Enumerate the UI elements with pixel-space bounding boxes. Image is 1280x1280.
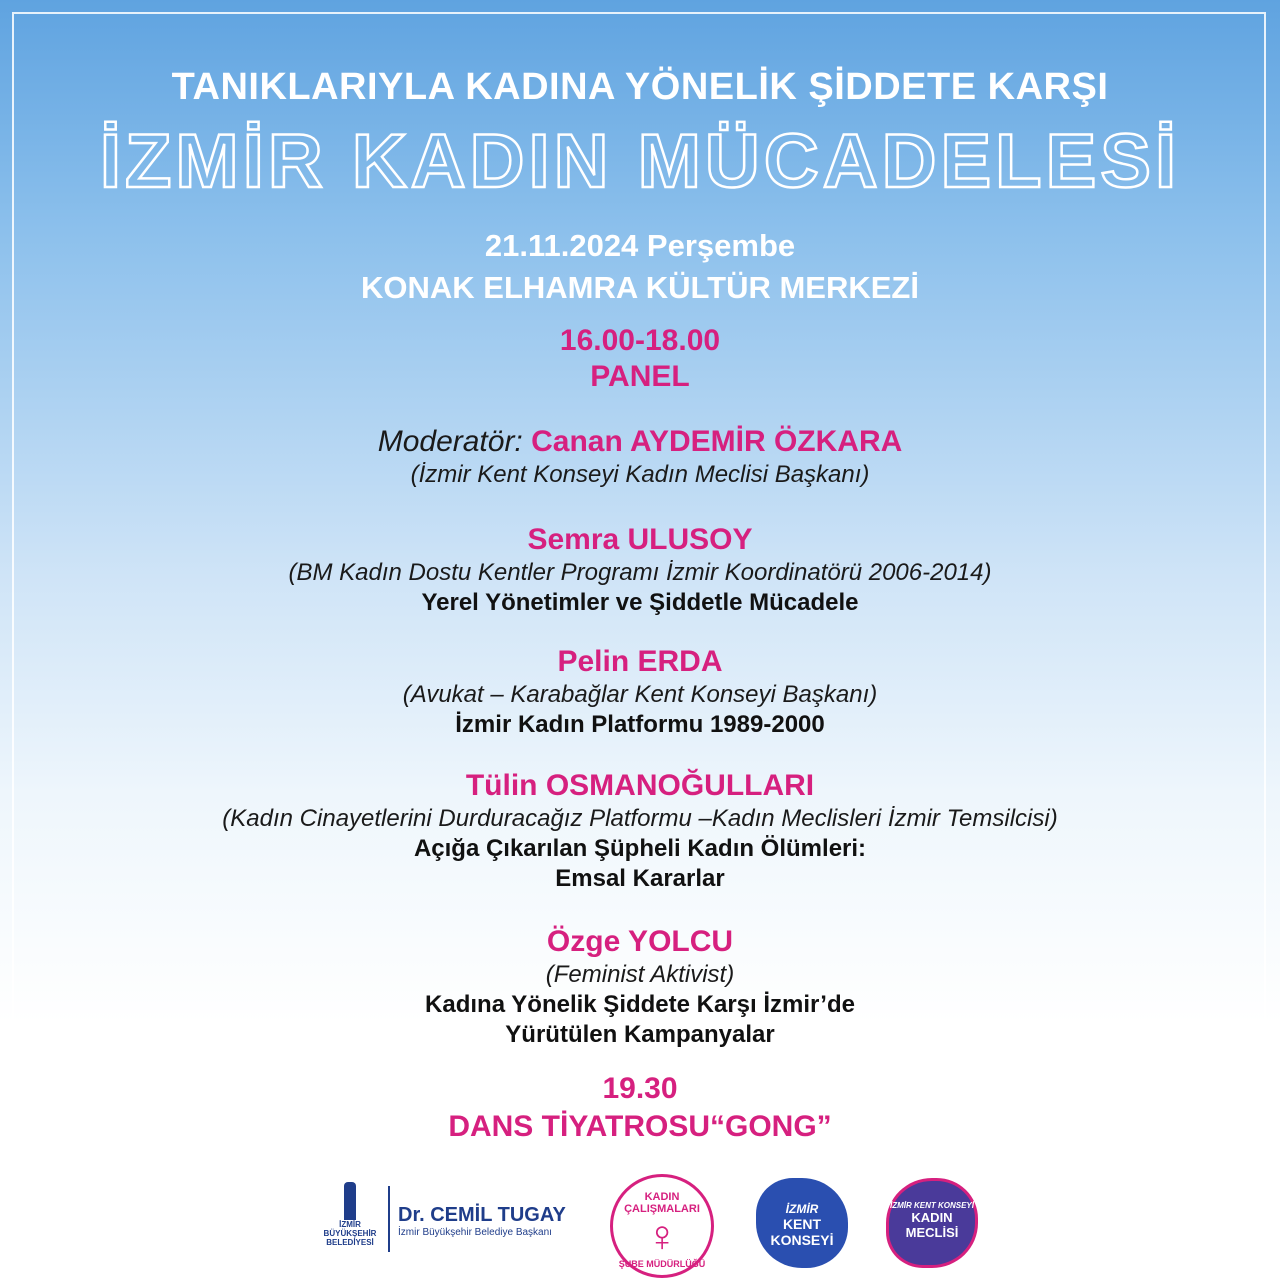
moderator-label: Moderatör:: [377, 425, 523, 458]
speaker-name: Tülin OSMANOĞULLARI: [465, 769, 815, 802]
speaker-block: [0, 522, 1280, 618]
speaker-topic: Kadına Yönelik Şiddete Karşı İzmir’de: [425, 991, 855, 1018]
speaker-topic: Yerel Yönetimler ve Şiddetle Mücadele: [421, 589, 859, 616]
logo-text: KENT: [782, 1216, 822, 1232]
event-venue: KONAK ELHAMRA KÜLTÜR MERKEZİ: [361, 270, 919, 305]
speaker-topic-continued: Yürütülen Kampanyalar: [505, 1021, 775, 1048]
logo-text: İZMİR KENT KONSEYİ: [889, 1201, 974, 1210]
poster-subtitle: TANIKLARIYLA KADINA YÖNELİK ŞİDDETE KARŞI: [171, 66, 1109, 108]
footer-logos: [0, 1168, 1280, 1268]
clock-tower-icon: [344, 1182, 356, 1220]
moderator-role: (İzmir Kent Konseyi Kadın Meclisi Başkanı): [410, 461, 870, 488]
womens-studies-logo: [610, 1174, 714, 1278]
panel-time: 16.00-18.00: [559, 324, 721, 357]
moderator-name: Canan AYDEMİR ÖZKARA: [531, 425, 903, 458]
venus-icon: ♀: [645, 1212, 679, 1261]
mayor-role: İzmir Büyükşehir Belediye Başkanı: [398, 1227, 552, 1238]
panel-label: PANEL: [590, 360, 690, 393]
izmir-municipality-logo: [316, 1182, 384, 1247]
speaker-topic: İzmir Kadın Platformu 1989-2000: [455, 711, 825, 738]
logo-text: İZMİR: [785, 1202, 819, 1216]
speaker-block: [0, 768, 1280, 894]
speaker-topic: Açığa Çıkarılan Şüpheli Kadın Ölümleri:: [413, 835, 867, 862]
city-council-logo: [756, 1178, 848, 1268]
speaker-name: Pelin ERDA: [557, 645, 723, 678]
poster-title: İZMİR KADIN MÜCADELESİ: [99, 119, 1181, 204]
speaker-role: (BM Kadın Dostu Kentler Programı İzmir Koordinatörü 2006-2014): [288, 559, 992, 586]
speaker-name: Özge YOLCU: [546, 925, 734, 958]
speaker-block: [0, 924, 1280, 1050]
logo-text: BÜYÜKŞEHİR: [323, 1229, 377, 1238]
speaker-name: Semra ULUSOY: [527, 523, 753, 556]
moderator-block: [0, 424, 1280, 490]
logo-text: İZMİR: [339, 1220, 361, 1229]
event-date: 21.11.2024 Perşembe: [484, 228, 796, 263]
mayor-signature: [398, 1204, 566, 1238]
logo-text: MECLİSİ: [905, 1225, 959, 1240]
speaker-topic-continued: Emsal Kararlar: [555, 865, 725, 892]
mayor-name: Dr. CEMİL TUGAY: [398, 1204, 566, 1226]
speaker-role: (Avukat – Karabağlar Kent Konseyi Başkanı): [402, 681, 878, 708]
logo-text: BELEDİYESİ: [326, 1238, 374, 1247]
evening-label: DANS TİYATROSU“GONG”: [448, 1110, 832, 1143]
logo-text: KONSEYİ: [770, 1232, 834, 1248]
evening-time: 19.30: [602, 1072, 678, 1105]
womens-assembly-logo: [886, 1178, 978, 1268]
speaker-role: (Kadın Cinayetlerini Durduracağız Platformu –Kadın Meclisleri İzmir Temsilcisi): [222, 805, 1058, 832]
logo-text: ŞUBE MÜDÜRLÜĞÜ: [618, 1259, 706, 1269]
speaker-role: (Feminist Aktivist): [545, 961, 735, 988]
logo-text: KADIN ÇALIŞMALARI: [624, 1191, 700, 1215]
logo-text: KADIN: [911, 1210, 953, 1225]
speaker-block: [0, 644, 1280, 740]
footer-divider: [388, 1186, 390, 1252]
